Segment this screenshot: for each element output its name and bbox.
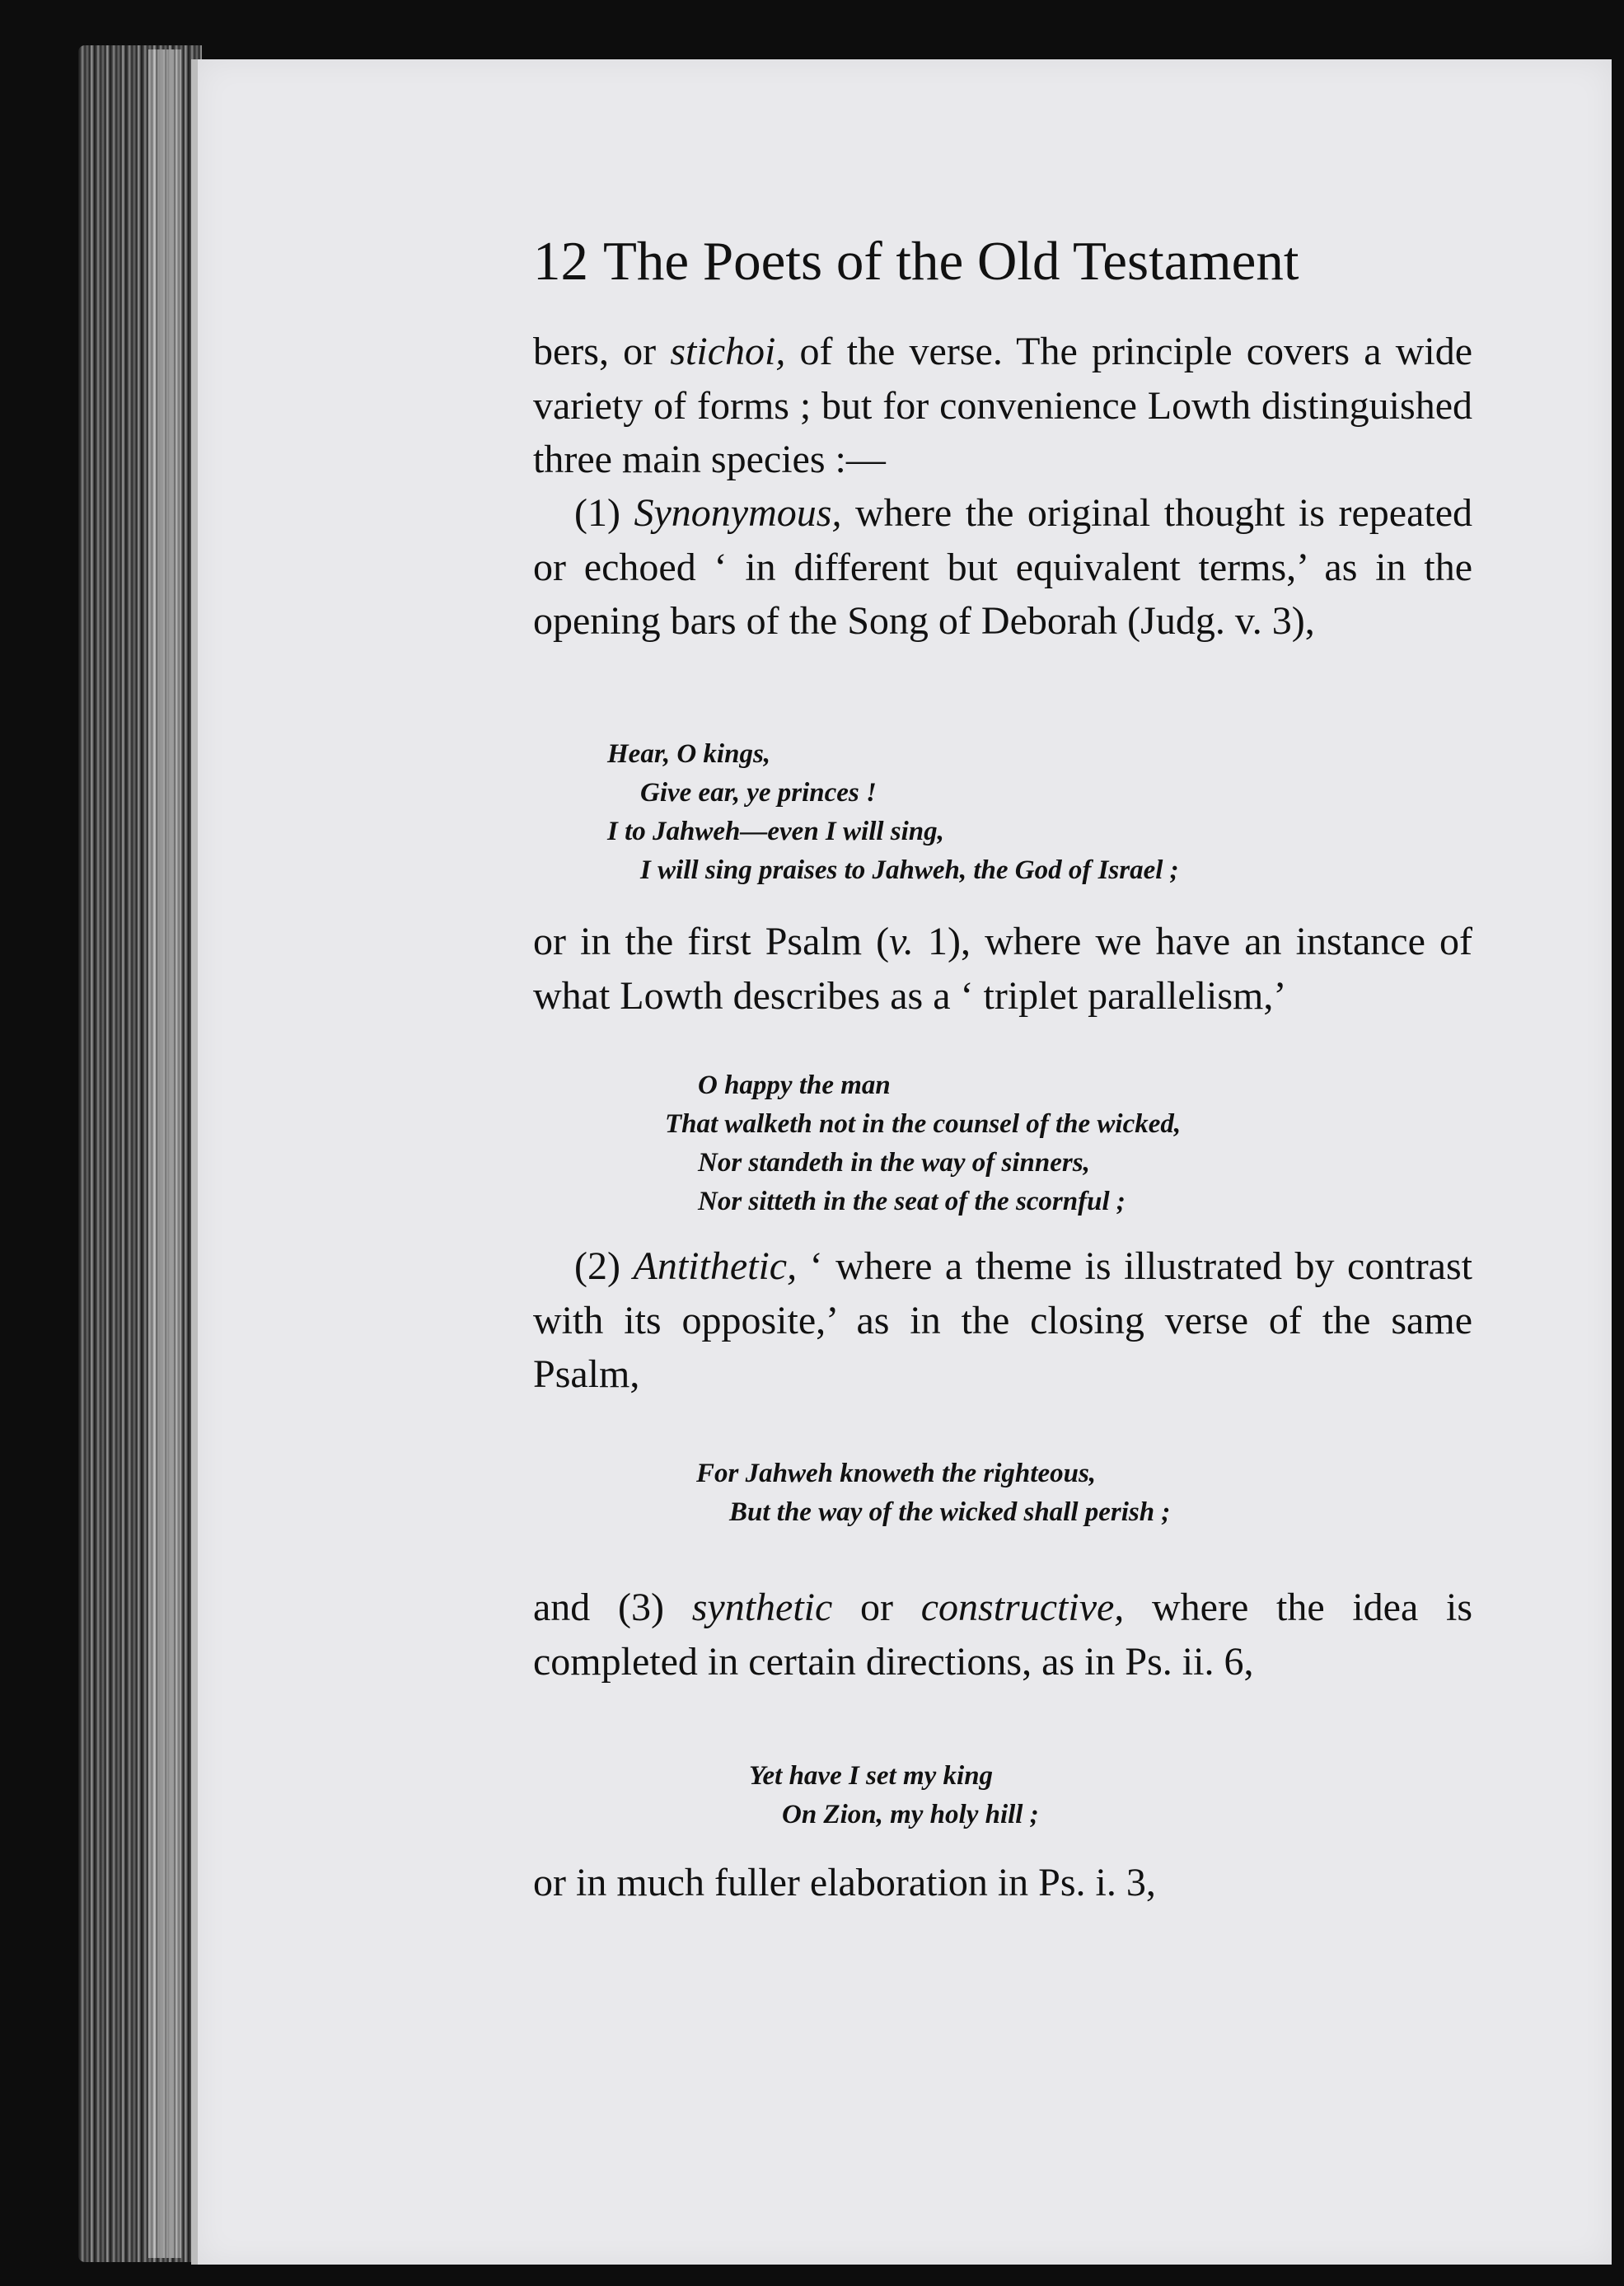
running-header [533,228,1472,294]
verse-block-3 [696,1455,1170,1532]
text-run: bers, or [533,330,671,373]
italic-term: v. [889,920,914,963]
italic-term: stichoi, [670,330,786,373]
text-run: or in much fuller elaboration in Ps. i. 3, [533,1861,1156,1904]
verse-line: Yet have I set my king [749,1761,994,1791]
paragraph-1 [533,325,1472,487]
verse-line: On Zion, my holy hill ; [782,1800,1039,1829]
italic-term: Synonymous, [634,491,842,535]
verse-line: O happy the man [698,1070,891,1100]
book-edge [78,45,202,2262]
text-run: where the original thought is repeated or echoed ‘ in different but equivalent terms,’ as in the opening bars of the Song of Deborah (Judg. v. 3), [533,491,1473,643]
verse-block-4 [749,1757,1039,1834]
page-stack-edge [148,49,181,2258]
verse-line: That walketh not in the counsel of the wicked, [665,1109,1182,1139]
paragraph-6 [533,1856,1472,1910]
paragraph-4 [533,1239,1472,1402]
verse-line: But the way of the wicked shall perish ; [729,1497,1171,1527]
text-run: of the verse. The principle covers a wide variety of forms ; but for convenience Lowth distinguished three main species :— [533,330,1473,481]
book-page [191,59,1612,2265]
paragraph-3 [533,915,1472,1023]
text-run: 1), where we have an instance of what Lowth describes as a ‘ triplet parallelism,’ [533,920,1472,1018]
verse-line: Hear, O kings, [607,739,771,769]
paragraph-2 [533,486,1472,649]
page-number: 12 [533,231,588,292]
text-run: or in the first Psalm ( [533,920,890,963]
text-run: where the idea is completed in certain directions, as in Ps. ii. 6, [533,1586,1473,1684]
verse-line: For Jahweh knoweth the righteous, [696,1459,1097,1488]
text-run: (1) [574,491,634,535]
verse-block-2 [665,1066,1181,1221]
italic-term: synthetic [691,1586,833,1629]
verse-line: Nor standeth in the way of sinners, [698,1148,1090,1178]
text-run: ‘ where a theme is illustrated by contrast with its opposite,’ as in the closing verse of the same Psalm, [533,1244,1473,1396]
verse-line: I to Jahweh—even I will sing, [607,817,944,846]
verse-line: I will sing praises to Jahweh, the God of Israel ; [640,855,1179,885]
running-title: The Poets of the Old Testament [603,231,1299,292]
italic-term: Antithetic, [633,1244,798,1288]
verse-line: Nor sitteth in the seat of the scornful ; [698,1187,1126,1216]
verse-block-1 [607,735,1179,890]
text-run: and (3) [533,1586,692,1629]
verse-line: Give ear, ye princes ! [640,778,877,808]
text-run: (2) [574,1244,634,1288]
text-run: or [832,1586,921,1629]
paragraph-5 [533,1581,1472,1689]
italic-term: constructive, [920,1586,1125,1629]
